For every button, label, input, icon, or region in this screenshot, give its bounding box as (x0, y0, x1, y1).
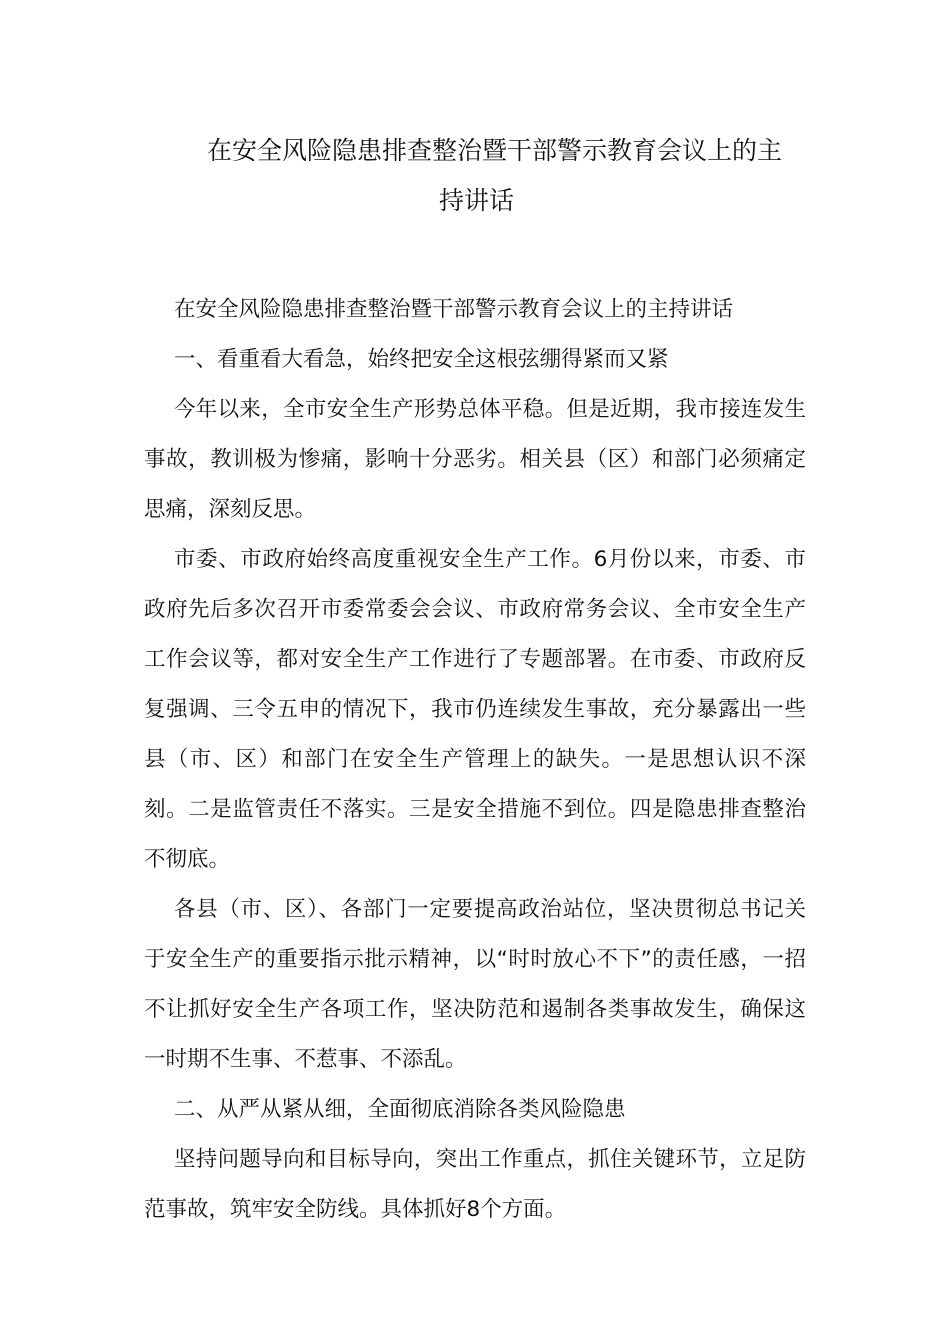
document-title-line-1: 在安全风险隐患排查整治暨干部警示教育会议上的主 (207, 136, 783, 165)
document-body (144, 285, 806, 1235)
document-title-line-2: 持讲话 (439, 186, 515, 215)
paragraph: 坚持问题导向和目标导向，突出工作重点，抓住关键环节，立足防范事故，筑牢安全防线。具体抓好8个方面。 (144, 1147, 806, 1222)
paragraph-section-1-heading: 一、看重看大看急，始终把安全这根弦绷得紧而又紧 (174, 347, 669, 372)
paragraph: 市委、市政府始终高度重视安全生产工作。6月份以来，市委、市政府先后多次召开市委常委会会议、市政府常务会议、全市安全生产工作会议等，都对安全生产工作进行了专题部署。在市委、市政府反复强调、三令五申的情况下，我市仍连续发生事故，充分暴露出一些县（市、区）和部门在安全生产管理上的缺失。一是思想认识不深刻。二是监管责任不落实。三是安全措施不到位。四是隐患排查整治不彻底。 (144, 547, 806, 872)
paragraph-heading-repeat: 在安全风险隐患排查整治暨干部警示教育会议上的主持讲话 (174, 297, 734, 322)
paragraph: 今年以来，全市安全生产形势总体平稳。但是近期，我市接连发生事故，教训极为惨痛，影响十分恶劣。相关县（区）和部门必须痛定思痛，深刻反思。 (144, 397, 806, 522)
paragraph: 各县（市、区）、各部门一定要提高政治站位，坚决贯彻总书记关于安全生产的重要指示批示精神，以“时时放心不下”的责任感，一招不让抓好安全生产各项工作，坚决防范和遏制各类事故发生，确保这一时期不生事、不惹事、不添乱。 (144, 897, 806, 1072)
paragraph-section-2-heading: 二、从严从紧从细，全面彻底消除各类风险隐患 (174, 1097, 626, 1122)
